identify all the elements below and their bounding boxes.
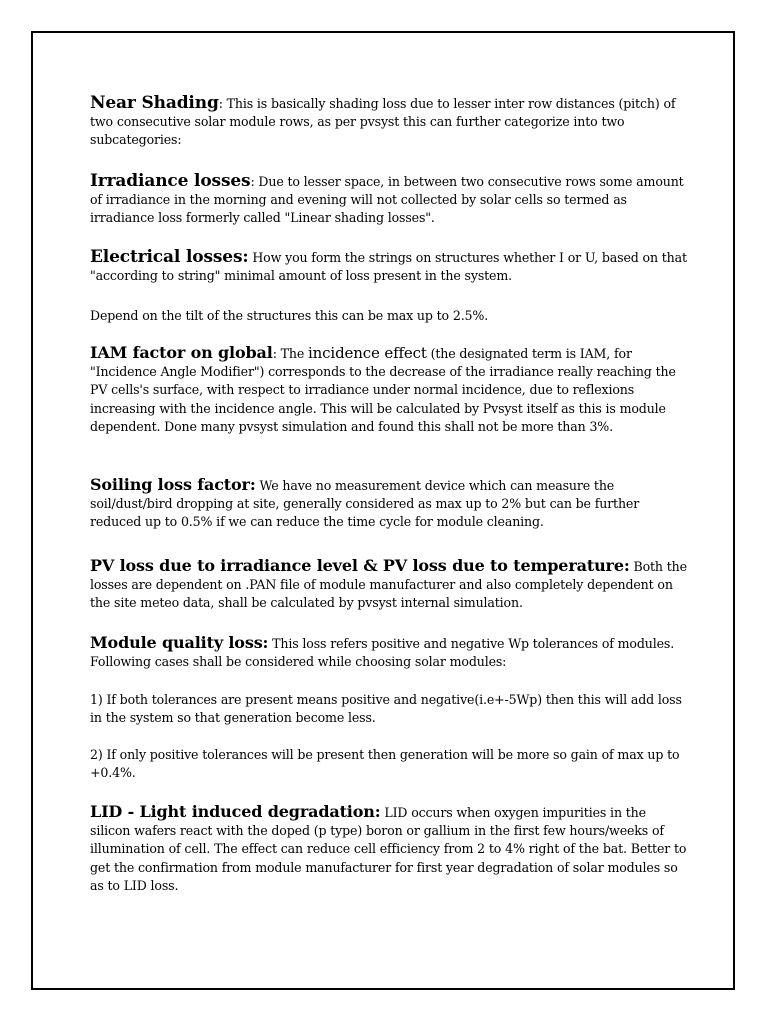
iam-factor-heading: IAM factor on global [90,343,273,362]
module-quality-paragraph [90,634,690,671]
module-quality-text: This loss refers positive and negative Wp tolerances of modules. Following cases shall be considered while choosing solar modules: [90,636,675,670]
electrical-losses-heading: Electrical losses: [90,247,249,267]
electrical-losses-paragraph [90,248,690,285]
incidence-effect-term: incidence effect [308,344,427,362]
near-shading-heading: Near Shading [90,93,219,113]
iam-factor-text-1: : The [272,346,309,361]
irradiance-losses-text: : Due to lesser space, in between two consecutive rows some amount of irradiance in the morning and evening will not collected by solar cells so termed as irradiance loss formerly called "Linear shading losses". [90,174,684,226]
near-shading-paragraph [90,94,690,150]
irradiance-losses-paragraph [90,172,690,228]
pv-loss-heading: PV loss due to irradiance level & PV loss due to temperature: [90,556,630,575]
lid-text: LID occurs when oxygen impurities in the silicon wafers react with the doped (p type) boron or gallium in the first few hours/weeks of illumination of cell. The effect can reduce cell efficiency from 2 to 4% right of the bat. Better to get the confirmation from module manufacturer for first year degradation of solar modules so as to LID loss. [90,805,687,893]
iam-factor-text-2: (the designated term is IAM, for "Incidence Angle Modifier") corresponds to the decrease of the irradiance really reaching the PV cells's surface, with respect to irradiance under normal incidence, due to reflexions increasing with the incidence angle. This will be calculated by Pvsyst itself as this is module dependent. Done many pvsyst simulation and found this shall not be more than 3%. [90,346,676,434]
tilt-note-paragraph: Depend on the tilt of the structures this can be max up to 2.5%. [90,308,489,323]
case-1-paragraph: 1) If both tolerances are present means positive and negative(i.e+-5Wp) then this will add loss in the system so that generation become less. [90,692,682,726]
lid-paragraph [90,803,690,895]
electrical-losses-text: How you form the strings on structures whether I or U, based on that "according to string" minimal amount of loss present in the system. [90,250,687,284]
pv-loss-text: Both the losses are dependent on .PAN file of module manufacturer and also completely dependent on the site meteo data, shall be calculated by pvsyst internal simulation. [90,559,687,611]
soiling-loss-paragraph [90,476,690,532]
module-quality-heading: Module quality loss: [90,633,269,652]
soiling-loss-heading: Soiling loss factor: [90,475,256,494]
soiling-loss-text: We have no measurement device which can measure the soil/dust/bird dropping at site, generally considered as max up to 2% but can be further reduced up to 0.5% if we can reduce the time cycle for module cleaning. [90,478,640,530]
pv-loss-paragraph [90,557,690,613]
near-shading-text: : This is basically shading loss due to lesser inter row distances (pitch) of two consecutive solar module rows, as per pvsyst this can further categorize into two subcategories: [90,96,676,148]
irradiance-losses-heading: Irradiance losses [90,171,251,191]
iam-factor-paragraph [90,344,690,436]
case-2-paragraph: 2) If only positive tolerances will be present then generation will be more so gain of max up to +0.4%. [90,747,680,781]
lid-heading: LID - Light induced degradation: [90,802,381,821]
